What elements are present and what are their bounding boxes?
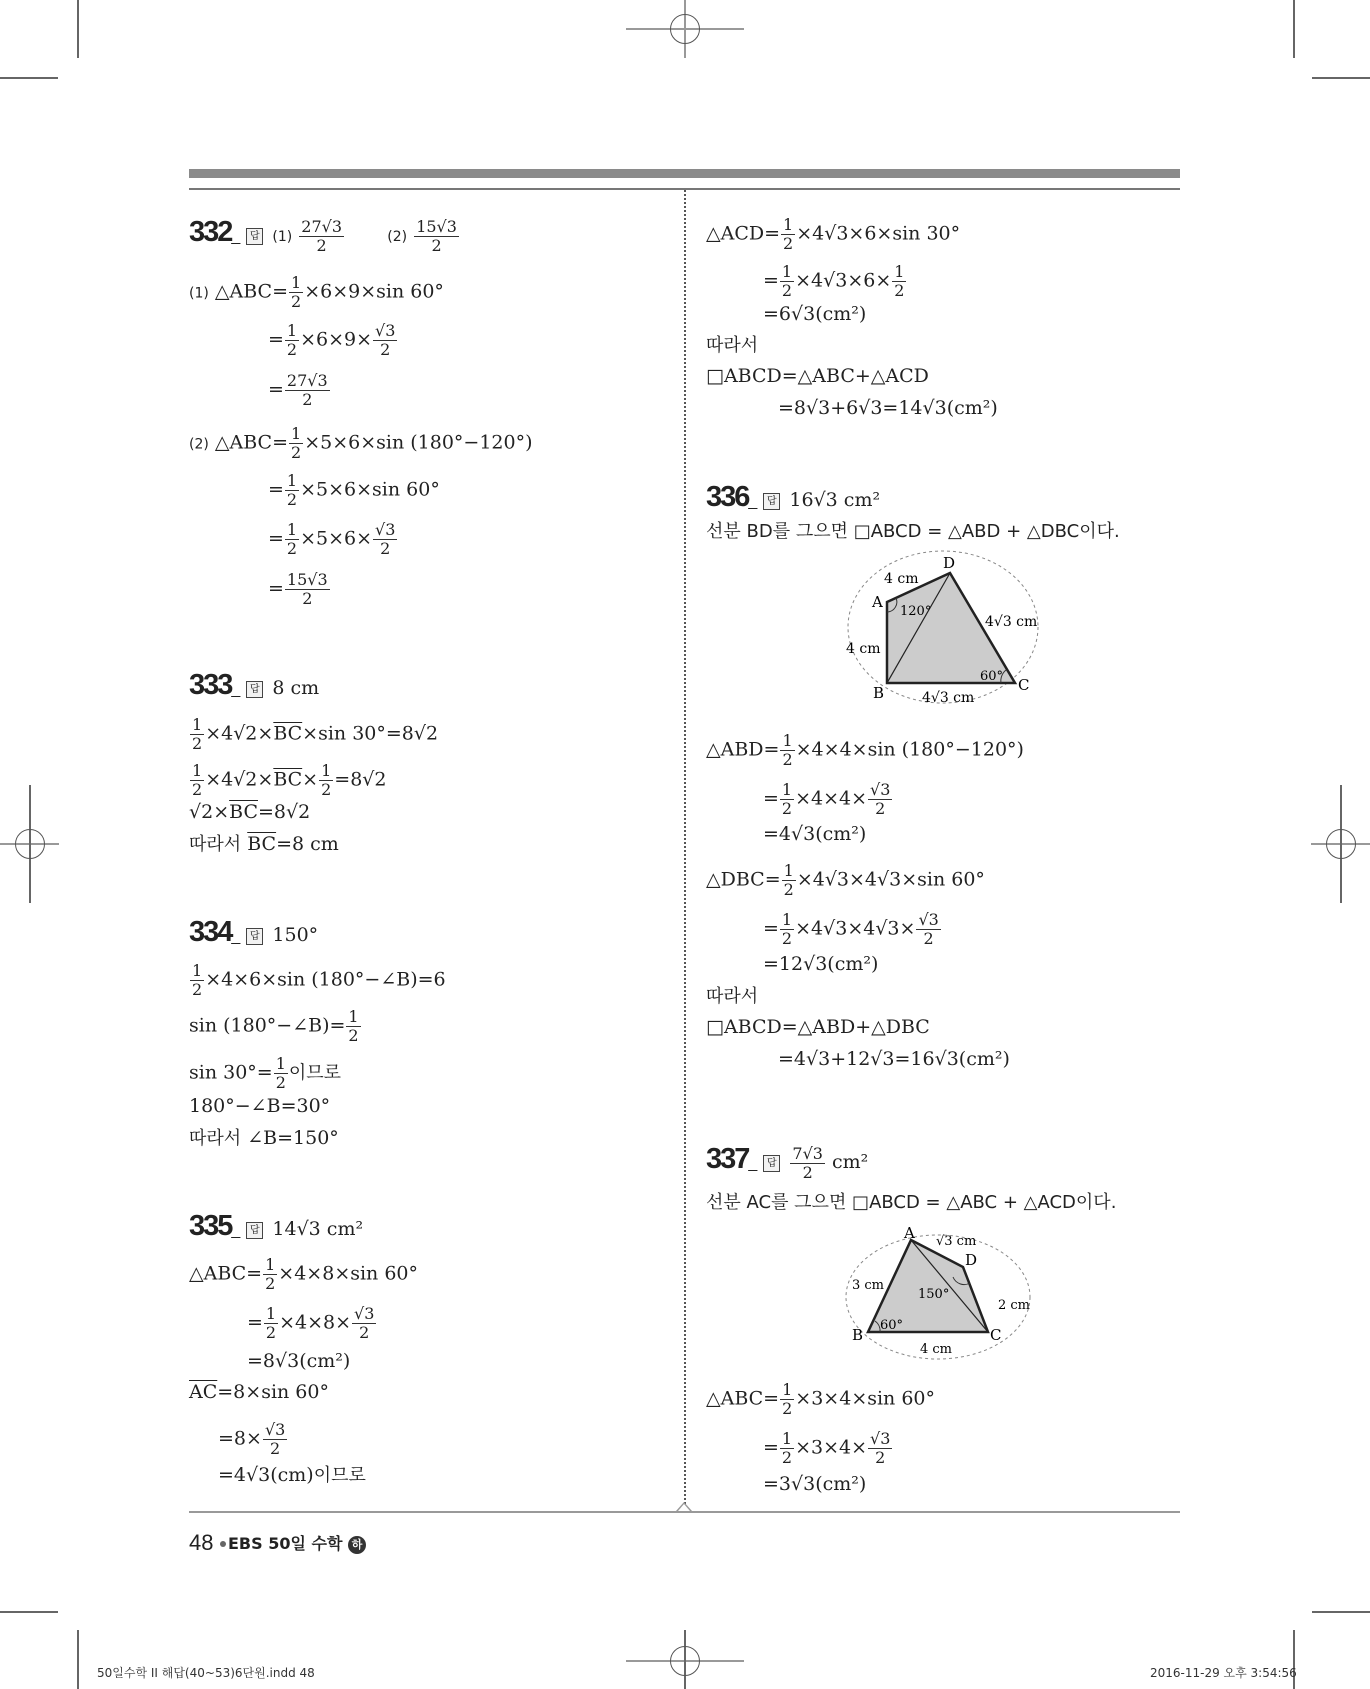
header-bar — [189, 169, 1180, 178]
solution-line: △ABC= $\frac{1}{2}$ ×4×8×sin 60° — [189, 1255, 419, 1293]
svg-text:A: A — [872, 593, 883, 611]
problem-intro: 선분 AC를 그으면 □ABCD = △ABC + △ACD이다. — [706, 1192, 1117, 1213]
solution-line: 따라서 — [706, 986, 759, 1007]
svg-text:60°: 60° — [980, 669, 1004, 684]
column-divider — [684, 190, 686, 1508]
svg-text:3 cm: 3 cm — [852, 1278, 885, 1293]
solution-line: 따라서 ∠B=150° — [189, 1127, 339, 1149]
svg-text:4 cm: 4 cm — [920, 1342, 953, 1357]
svg-text:A: A — [904, 1225, 915, 1242]
volume-badge-icon: 하 — [348, 1536, 366, 1554]
answer-mark-icon: 답 — [763, 493, 780, 510]
problem-number: 337 — [706, 1143, 749, 1175]
solution-line: sin 30°= $\frac{1}{2}$ 이므로 — [189, 1054, 342, 1092]
problem-number: 333 — [189, 669, 232, 701]
answer-mark-icon: 답 — [246, 928, 263, 945]
solution-line: = $\frac{1}{2}$ ×4×4× $\frac{√3}{2}$ — [763, 780, 891, 818]
answer-mark-icon: 답 — [246, 1222, 263, 1239]
solution-line: = $\frac{1}{2}$ ×3×4× $\frac{√3}{2}$ — [763, 1429, 891, 1467]
solution-line: =4√3(cm²) — [763, 823, 867, 845]
answer-value: 150° — [272, 924, 319, 946]
svg-text:√3 cm: √3 cm — [936, 1234, 977, 1249]
solution-line: 180°−∠B=30° — [189, 1095, 331, 1117]
answer-mark-icon: 답 — [246, 681, 263, 698]
solution-line: = $\frac{1}{2}$ ×5×6×sin 60° — [268, 471, 440, 509]
answer-value: 16√3 cm² — [789, 489, 881, 511]
svg-text:B: B — [852, 1326, 864, 1344]
svg-text:C: C — [1018, 676, 1030, 694]
solution-line: = $\frac{1}{2}$ ×5×6× $\frac{√3}{2}$ — [268, 520, 396, 558]
problem-intro: 선분 BD를 그으면 □ABCD = △ABD + △DBC이다. — [706, 521, 1120, 542]
svg-text:D: D — [943, 554, 956, 572]
divider-notch — [676, 1502, 692, 1511]
solution-line: △ABD= $\frac{1}{2}$ ×4×4×sin (180°−120°) — [706, 731, 1024, 769]
slug-datetime: 2016-11-29 오후 3:54:56 — [1150, 1666, 1297, 1680]
answer-mark-icon: 답 — [763, 1155, 780, 1172]
solution-line: = $\frac{1}{2}$ ×4√3×4√3× $\frac{√3}{2}$ — [763, 910, 939, 948]
svg-text:4√3 cm: 4√3 cm — [985, 614, 1038, 630]
solution-line: $\frac{1}{2}$ ×4×6×sin (180°−∠B)=6 — [192, 961, 446, 999]
solution-line: =3√3(cm²) — [763, 1473, 867, 1495]
solution-line: $\overline{AC}=8\times\sin$ 60° — [189, 1381, 329, 1403]
footer-rule — [189, 1511, 1180, 1513]
svg-text:2 cm: 2 cm — [998, 1298, 1031, 1313]
page-number: 48 — [189, 1530, 214, 1555]
solution-line: △ACD= $\frac{1}{2}$ ×4√3×6×sin 30° — [706, 215, 961, 253]
svg-text:D: D — [965, 1251, 978, 1269]
book-title: EBS 50일 수학 하 — [228, 1531, 366, 1554]
solution-line: =12√3(cm²) — [763, 953, 879, 975]
problem-number: 332 — [189, 216, 232, 248]
solution-line: △DBC= $\frac{1}{2}$ ×4√3×4√3×sin 60° — [706, 861, 985, 899]
quadrilateral-figure-337 — [840, 1225, 1040, 1360]
solution-line: sin (180°−∠B)= $\frac{1}{2}$ — [189, 1007, 359, 1045]
solution-line: 따라서 $\overline{BC}=8$ cm — [189, 833, 339, 855]
solution-line: = $\frac{1}{2}$ ×4√3×6× $\frac{1}{2}$ — [763, 262, 905, 300]
solution-line: (2) △ABC= $\frac{1}{2}$ ×5×6×sin (180°−120°) — [189, 424, 533, 462]
bullet-icon — [220, 1541, 226, 1547]
quadrilateral-figure-336 — [830, 550, 1050, 710]
svg-text:150°: 150° — [918, 1287, 950, 1302]
problem-number: 335 — [189, 1210, 232, 1242]
solution-line: =8× $\frac{√3}{2}$ — [218, 1420, 286, 1458]
problem-number: 334 — [189, 916, 232, 948]
svg-text:C: C — [990, 1326, 1002, 1344]
svg-text:4 cm: 4 cm — [846, 641, 881, 657]
solution-line: =8√3+6√3=14√3(cm²) — [778, 397, 998, 419]
solution-line: =8√3(cm²) — [247, 1350, 351, 1372]
answer-mark-icon: 답 — [246, 228, 263, 245]
solution-line: = $\frac{1}{2}$ ×6×9× $\frac{√3}{2}$ — [268, 321, 396, 359]
solution-line: =4√3(cm)이므로 — [218, 1464, 366, 1486]
solution-line: □ABCD=△ABC+△ACD — [706, 365, 929, 387]
svg-text:B: B — [873, 684, 885, 702]
answer-value: 14√3 cm² — [272, 1218, 364, 1240]
solution-line: = $\frac{27√3}{2}$ — [268, 371, 328, 409]
solution-line: $√2\times\overline{BC}=8√2$ — [189, 801, 311, 823]
solution-line: $\frac{1}{2}$ $\times 4√2\times\overline{BC}\times\sin$ 30°=8√2 — [192, 715, 439, 753]
solution-line: $\frac{1}{2}$ $\times 4√2\times\overline{BC}\times$ $\frac{1}{2}$ =8√2 — [192, 761, 387, 799]
answer-value: 8 cm — [272, 677, 320, 699]
solution-line: □ABCD=△ABD+△DBC — [706, 1016, 930, 1038]
slug-filename: 50일수학 II 해답(40~53)6단원.indd 48 — [97, 1666, 315, 1680]
svg-text:120°: 120° — [900, 604, 932, 619]
svg-text:4 cm: 4 cm — [884, 571, 919, 587]
solution-line: (1) △ABC= $\frac{1}{2}$ ×6×9×sin 60° — [189, 273, 444, 311]
solution-line: = $\frac{1}{2}$ ×4×8× $\frac{√3}{2}$ — [247, 1304, 375, 1342]
solution-line: 따라서 — [706, 335, 759, 356]
solution-line: = $\frac{15√3}{2}$ — [268, 570, 328, 608]
solution-line: △ABC= $\frac{1}{2}$ ×3×4×sin 60° — [706, 1380, 936, 1418]
problem-number: 336 — [706, 481, 749, 513]
svg-text:4√3 cm: 4√3 cm — [922, 690, 975, 706]
svg-text:60°: 60° — [880, 1318, 904, 1333]
solution-line: =4√3+12√3=16√3(cm²) — [778, 1048, 1010, 1070]
solution-line: =6√3(cm²) — [763, 303, 867, 325]
